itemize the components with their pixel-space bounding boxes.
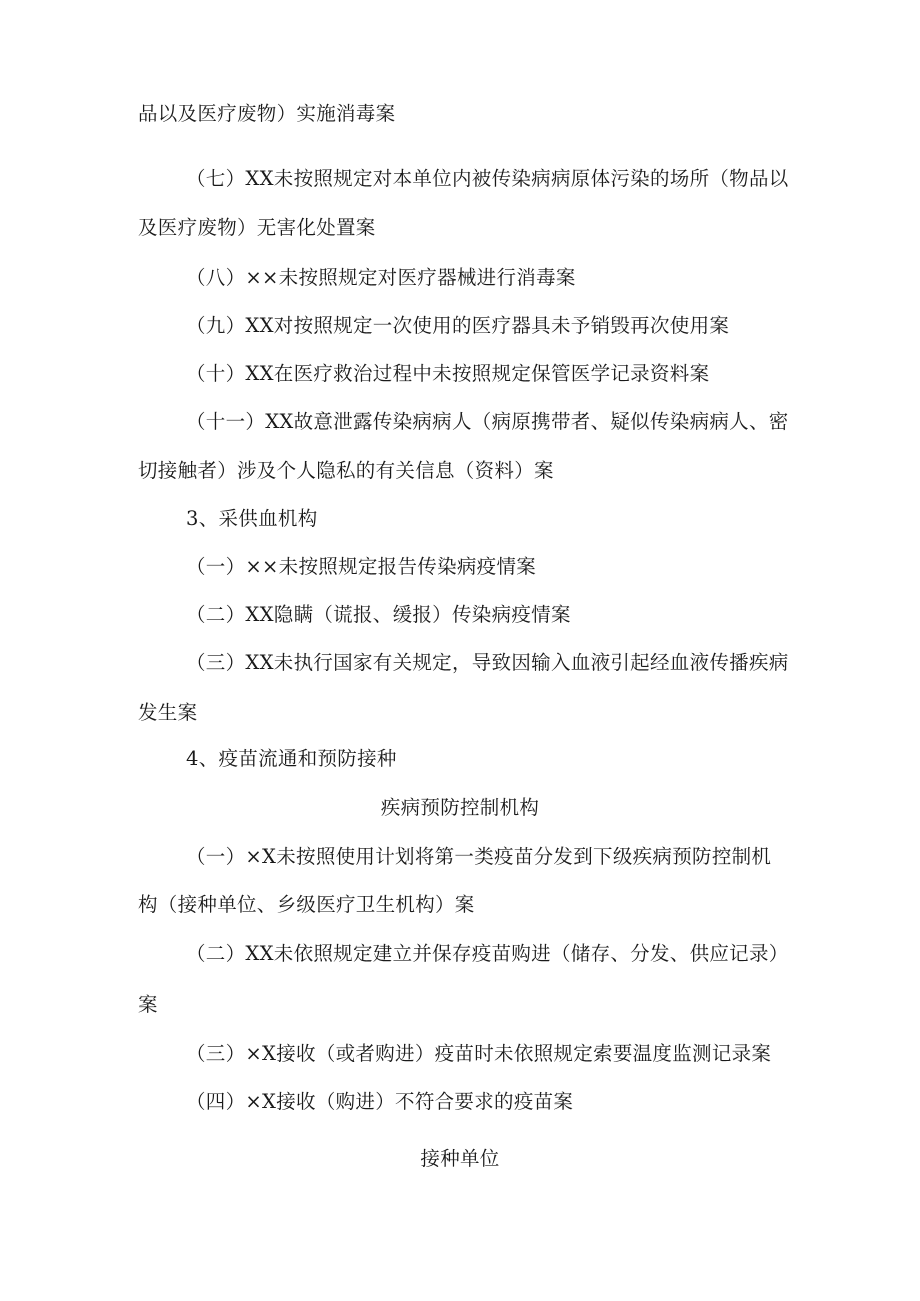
text-line-1: 品以及医疗废物）实施消毒案	[138, 102, 396, 125]
text-line-3: 及医疗废物）无害化处置案	[138, 216, 376, 239]
text-line-2: （七）XX未按照规定对本单位内被传染病病原体污染的场所（物品以	[186, 167, 789, 190]
text-line-19: 案	[138, 993, 158, 1016]
text-line-4: （八）××未按照规定对医疗器械进行消毒案	[186, 266, 576, 289]
text-line-10: （一）××未按照规定报告传染病疫情案	[186, 555, 537, 578]
text-line-12: （三）XX未执行国家有关规定，导致因输入血液引起经血液传播疾病	[186, 651, 789, 674]
text-line-7: （十一）XX故意泄露传染病病人（病原携带者、疑似传染病病人、密	[186, 410, 789, 433]
text-line-6: （十）XX在医疗救治过程中未按照规定保管医学记录资料案	[186, 362, 710, 385]
section-heading-4: 4、疫苗流通和预防接种	[186, 747, 397, 770]
text-line-16: （一）×X未按照使用计划将第一类疫苗分发到下级疾病预防控制机	[186, 845, 772, 868]
subheading-vaccination-unit: 接种单位	[420, 1147, 500, 1170]
subheading-cdc: 疾病预防控制机构	[380, 796, 540, 819]
section-heading-3: 3、采供血机构	[186, 507, 318, 530]
text-line-21: （四）×X接收（购进）不符合要求的疫苗案	[186, 1090, 574, 1113]
text-line-11: （二）XX隐瞒（谎报、缓报）传染病疫情案	[186, 603, 571, 626]
text-line-20: （三）×X接收（或者购进）疫苗时未依照规定索要温度监测记录案	[186, 1042, 772, 1065]
text-line-5: （九）XX对按照规定一次使用的医疗器具未予销毁再次使用案	[186, 314, 730, 337]
text-line-17: 构（接种单位、乡级医疗卫生机构）案	[138, 893, 475, 916]
text-line-13: 发生案	[138, 701, 198, 724]
text-line-8: 切接触者）涉及个人隐私的有关信息（资料）案	[138, 459, 554, 482]
text-line-18: （二）XX未依照规定建立并保存疫苗购进（储存、分发、供应记录）	[186, 942, 789, 965]
